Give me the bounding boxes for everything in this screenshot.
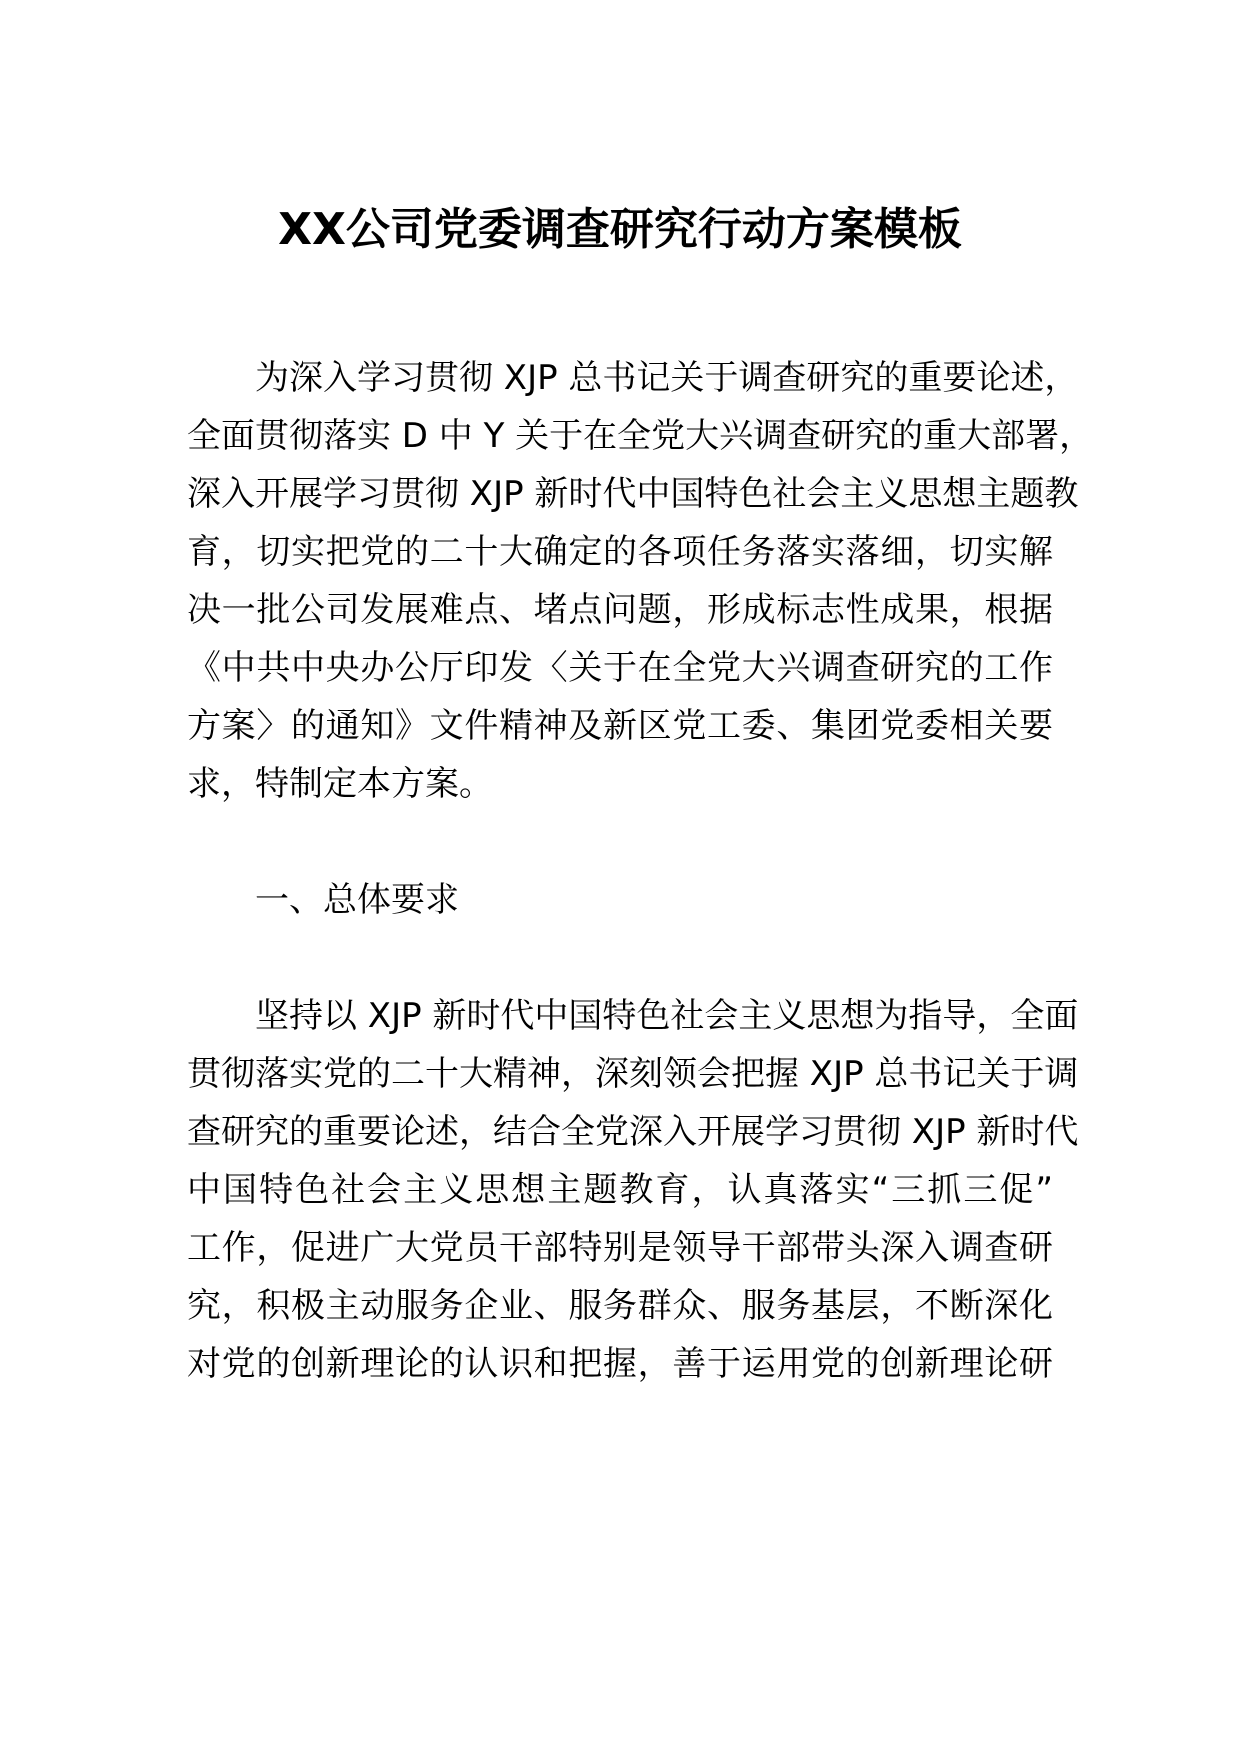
paragraph-2-line: 中国特色社会主义思想主题教育，认真落实“三抓三促”: [187, 1170, 1053, 1210]
section-heading: 一、总体要求: [255, 880, 459, 920]
paragraph-1-line: 求，特制定本方案。: [187, 764, 493, 804]
paragraph-2-line: 查研究的重要论述，结合全党深入开展学习贯彻 XJP 新时代: [187, 1112, 1079, 1152]
paragraph-1-line: 为深入学习贯彻 XJP 总书记关于调查研究的重要论述，: [255, 358, 1079, 398]
document-title: XX公司党委调查研究行动方案模板: [278, 204, 962, 255]
paragraph-1-line: 深入开展学习贯彻 XJP 新时代中国特色社会主义思想主题教: [187, 474, 1079, 514]
paragraph-1-line: 《中共中央办公厅印发〈关于在全党大兴调查研究的工作: [187, 648, 1053, 688]
paragraph-2-line: 究，积极主动服务企业、服务群众、服务基层，不断深化: [187, 1286, 1053, 1326]
paragraph-2-line: 贯彻落实党的二十大精神，深刻领会把握 XJP 总书记关于调: [187, 1054, 1079, 1094]
paragraph-2-line: 工作，促进广大党员干部特别是领导干部带头深入调查研: [187, 1228, 1053, 1268]
paragraph-2-line: 对党的创新理论的认识和把握，善于运用党的创新理论研: [187, 1344, 1053, 1384]
paragraph-1-line: 方案〉的通知》文件精神及新区党工委、集团党委相关要: [187, 706, 1053, 746]
paragraph-1-line: 决一批公司发展难点、堵点问题，形成标志性成果，根据: [187, 590, 1053, 630]
paragraph-1-line: 全面贯彻落实 D 中 Y 关于在全党大兴调查研究的重大部署，: [187, 416, 1094, 456]
paragraph-2-line: 坚持以 XJP 新时代中国特色社会主义思想为指导，全面: [255, 996, 1079, 1036]
paragraph-1-line: 育，切实把党的二十大确定的各项任务落实落细，切实解: [187, 532, 1053, 572]
